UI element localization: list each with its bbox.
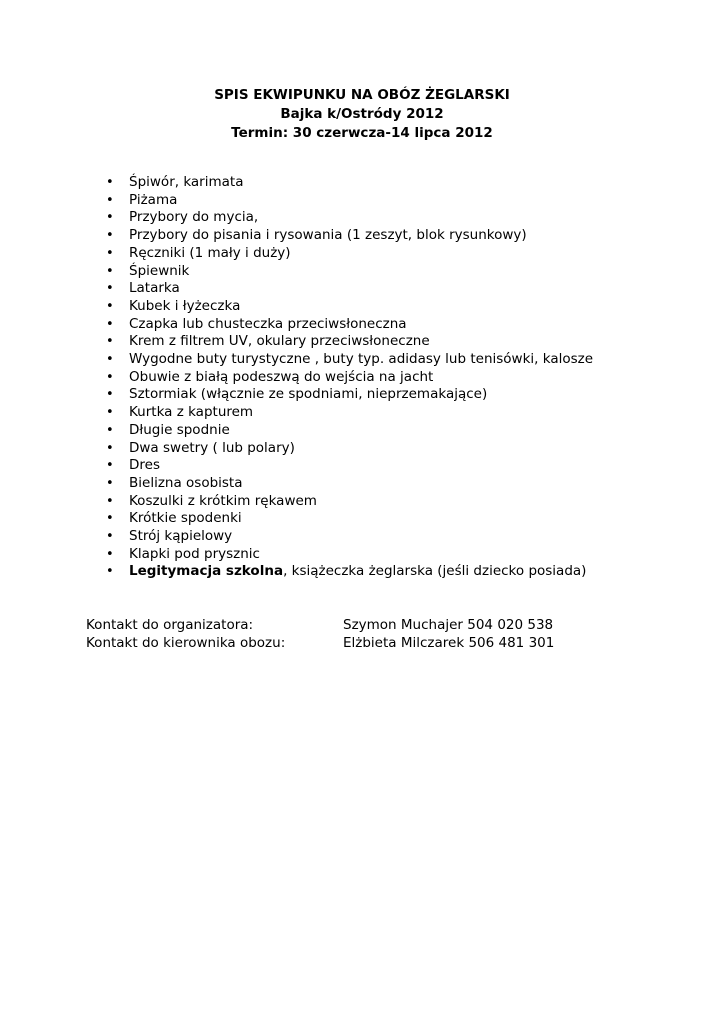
list-item-text: Klapki pod prysznic (129, 545, 260, 562)
bullet-icon: • (106, 564, 114, 580)
list-item (104, 209, 593, 227)
list-item-text: Obuwie z białą podeszwą do wejścia na jacht (129, 368, 434, 385)
list-item-text: Strój kąpielowy (129, 528, 233, 545)
list-item (104, 457, 593, 475)
document-header (0, 86, 724, 143)
bullet-icon: • (106, 298, 114, 314)
bullet-icon: • (106, 369, 114, 385)
list-item-text: Czapka lub chusteczka przeciwsłoneczna (129, 315, 407, 332)
list-item-text: Wygodne buty turystyczne , buty typ. adidasy lub tenisówki, kalosze (129, 351, 594, 368)
list-item (104, 546, 593, 564)
list-item-text: Bielizna osobista (129, 474, 243, 491)
list-item (104, 369, 593, 387)
camp-dates: Termin: 30 czerwcza-14 lipca 2012 (231, 125, 493, 141)
bullet-icon: • (106, 228, 114, 244)
list-item (104, 475, 593, 493)
list-item-text: Przybory do mycia, (129, 209, 259, 226)
list-item (104, 174, 593, 192)
list-item (104, 333, 593, 351)
contact-camp-leader (86, 634, 646, 652)
list-item (104, 192, 593, 210)
list-item (104, 386, 593, 404)
contact-organizer-label: Kontakt do organizatora: (86, 617, 254, 633)
contacts-section (86, 616, 646, 652)
list-item (104, 245, 593, 263)
list-item (104, 316, 593, 334)
list-item (104, 298, 593, 316)
list-item-text: Sztormiak (włącznie ze spodniami, nieprzemakające) (129, 386, 488, 403)
list-item (104, 493, 593, 511)
bullet-icon: • (106, 352, 114, 368)
list-item-text: Śpiwór, karimata (129, 174, 244, 190)
document-title: SPIS EKWIPUNKU NA OBÓZ ŻEGLARSKI (214, 87, 510, 103)
camp-location: Bajka k/Ostródy 2012 (280, 106, 444, 122)
bullet-icon: • (106, 493, 114, 509)
list-item-school-id (104, 563, 593, 581)
bullet-icon: • (106, 529, 114, 545)
bullet-icon: • (106, 511, 114, 527)
contact-camp-leader-value: Elżbieta Milczarek 506 481 301 (343, 635, 555, 651)
contact-camp-leader-label: Kontakt do kierownika obozu: (86, 635, 286, 651)
equipment-list (104, 174, 593, 581)
list-item-text: Kubek i łyżeczka (129, 297, 241, 314)
list-item (104, 422, 593, 440)
list-item-text: Latarka (129, 280, 180, 297)
list-item-text: Śpiewnik (129, 262, 190, 279)
list-item-text: Koszulki z krótkim rękawem (129, 492, 317, 509)
list-item-text: Krótkie spodenki (129, 510, 242, 527)
list-item-text: Dres (129, 457, 160, 474)
bullet-icon: • (106, 316, 114, 332)
bullet-icon: • (106, 334, 114, 350)
list-item (104, 351, 593, 369)
bullet-icon: • (106, 245, 114, 261)
list-item-text: , książeczka żeglarska (jeśli dziecko posiada) (283, 563, 587, 580)
contact-organizer (86, 616, 646, 634)
list-item (104, 263, 593, 281)
bullet-icon: • (106, 175, 114, 190)
bullet-icon: • (106, 440, 114, 456)
list-item (104, 510, 593, 528)
list-item-text: Przybory do pisania i rysowania (1 zeszyt, blok rysunkowy) (129, 227, 527, 244)
bullet-icon: • (106, 281, 114, 297)
bullet-icon: • (106, 546, 114, 562)
list-item (104, 528, 593, 546)
bullet-icon: • (106, 458, 114, 474)
bullet-icon: • (106, 387, 114, 403)
list-item-text: Krem z filtrem UV, okulary przeciwsłoneczne (129, 333, 430, 350)
list-item-text: Długie spodnie (129, 421, 230, 438)
bullet-icon: • (106, 475, 114, 491)
list-item (104, 440, 593, 458)
bullet-icon: • (106, 210, 114, 226)
bullet-icon: • (106, 192, 114, 208)
list-item-text: Ręczniki (1 mały i duży) (129, 244, 291, 261)
bullet-icon: • (106, 422, 114, 438)
contact-organizer-value: Szymon Muchajer 504 020 538 (343, 617, 554, 633)
list-item-text: Piżama (129, 191, 178, 208)
list-item (104, 227, 593, 245)
list-item (104, 404, 593, 422)
list-item-text: Kurtka z kapturem (129, 404, 254, 421)
school-id-label: Legitymacja szkolna (129, 563, 284, 580)
list-item (104, 280, 593, 298)
bullet-icon: • (106, 263, 114, 279)
bullet-icon: • (106, 405, 114, 421)
list-item-text: Dwa swetry ( lub polary) (129, 439, 295, 456)
